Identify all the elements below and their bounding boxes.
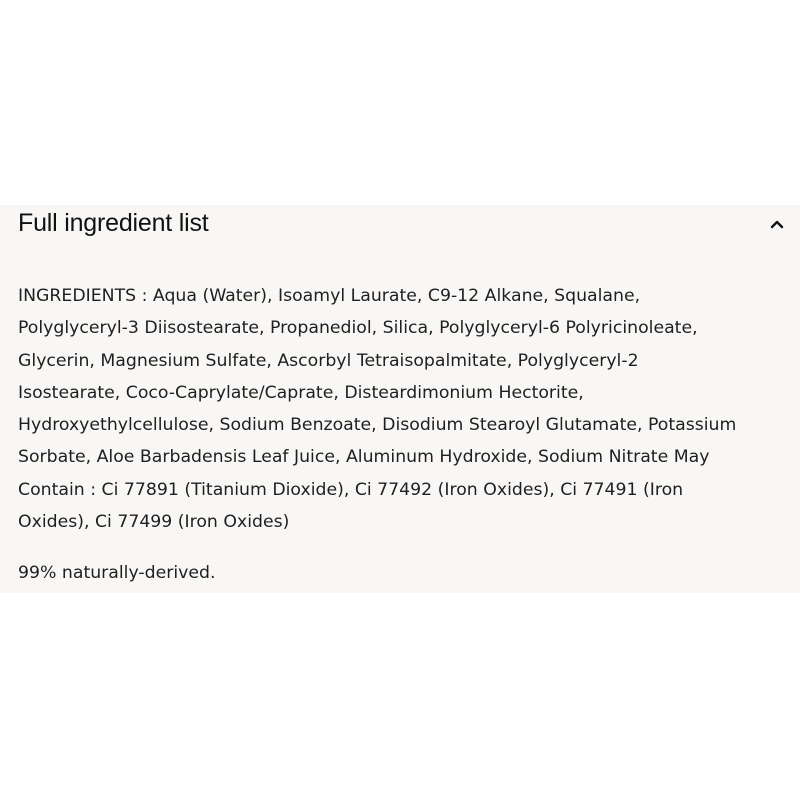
accordion-header[interactable] <box>18 205 788 243</box>
ingredient-accordion <box>0 205 800 593</box>
accordion-title: Full ingredient list <box>18 209 209 237</box>
chevron-up-icon[interactable] <box>768 215 786 233</box>
natural-derived-note: 99% naturally-derived. <box>18 563 216 583</box>
ingredients-text: INGREDIENTS : Aqua (Water), Isoamyl Laurate, C9-12 Alkane, Squalane, Polyglyceryl-3 Diisostearate, Propanediol, Silica, Polyglyceryl-6 Polyricinoleate, Glycerin, Magnesium Sulfate, Ascorbyl Tetraisopalmitate, Polyglyceryl-2 Isostearate, Coco-Caprylate/Caprate, Disteardimonium Hectorite, Hydroxyethylcellulose, Sodium Benzoate, Disodium Stearoyl Glutamate, Potassium Sorbate, Aloe Barbadensis Leaf Juice, Aluminum Hydroxide, Sodium Nitrate May Contain : Ci 77891 (Titanium Dioxide), Ci 77492 (Iron Oxides), Ci 77491 (Iron Oxides), Ci 77499 (Iron Oxides) <box>18 286 737 533</box>
